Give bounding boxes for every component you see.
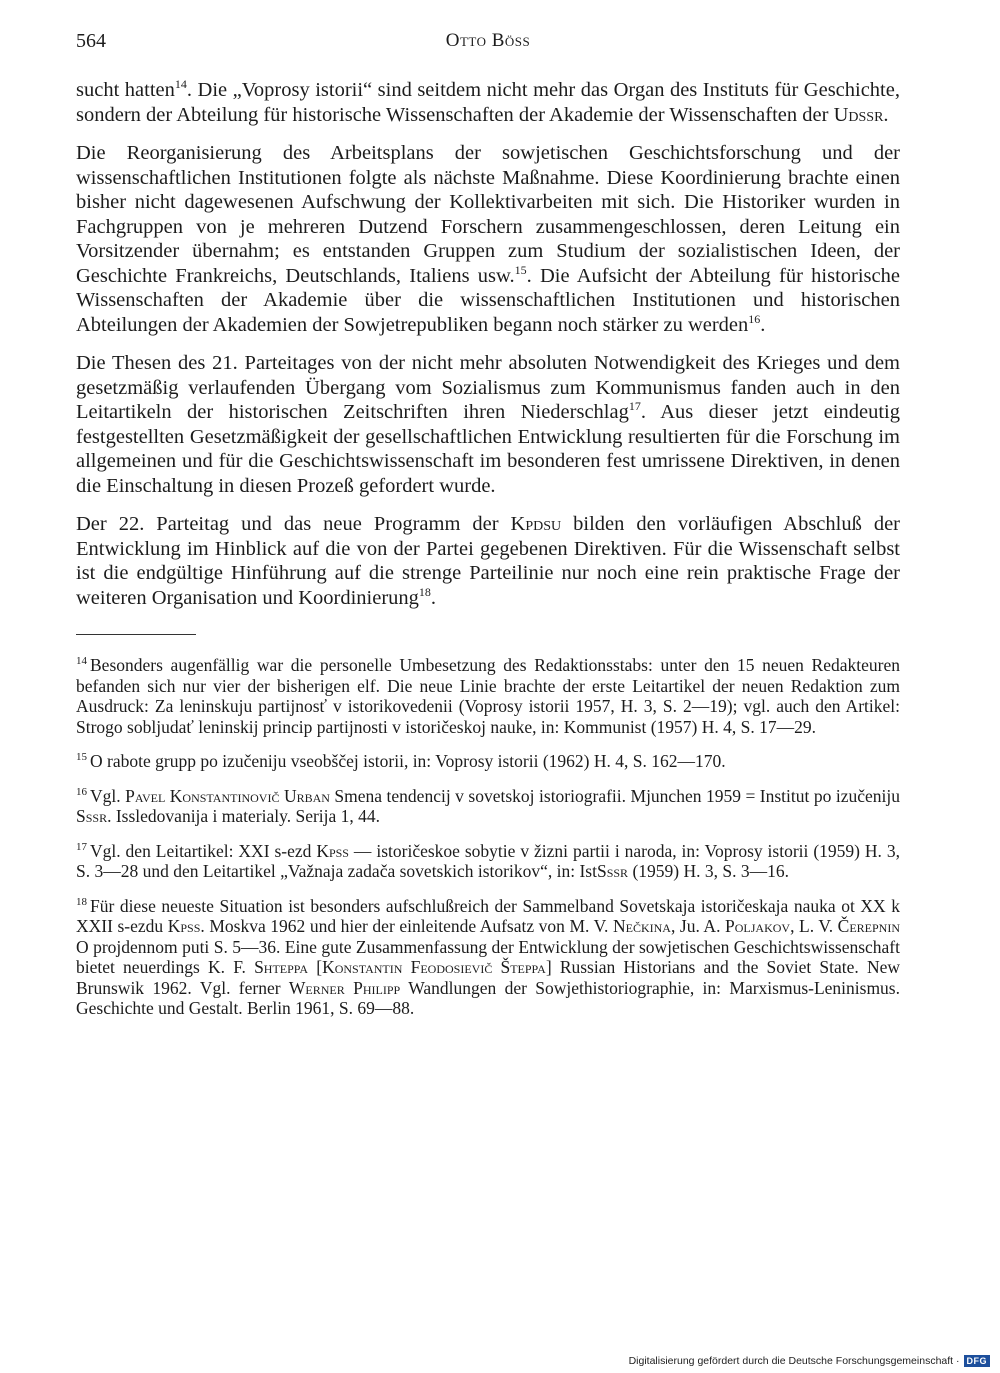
footnote-ref-15: 15 <box>514 262 527 277</box>
footnote-14: $^{14}$ Besonders augenfällig war die personelle Umbesetzung des Redaktionsstabs: unter den 15 neuen Redakteuren befanden sich nur vier der bisherigen elf. Die neue Linie brachte der erste Leitartikel der neuen Redaktion zum Ausdruck: Za leninskuju partijnosť v istorikovedenii (Voprosy istorii 1957, H. 3, S. 2—19); vgl. auch den Artikel: Strogo sobljudať leninskij princip partijnosti v istoričeskoj nauke, in: Kommunist (1957) H. 4, S. 17—29. <box>76 655 900 737</box>
footnotes <box>76 655 900 1019</box>
footnote-15: $^{15}$ O rabote grupp po izučeniju vseobščej istorii, in: Voprosy istorii (1962) H. 4, S. 162—170. <box>76 751 726 771</box>
book-page <box>76 26 900 1033</box>
running-head: Otto Böss <box>445 30 531 51</box>
digitization-credit <box>629 1355 990 1367</box>
paragraph-4: Der 22. Parteitag und das neue Programm der Kpdsu bilden den vorläufigen Abschluß der Entwicklung im Hinblick auf die von der Partei gegebenen Direktiven. Für die Wissenschaft selbst ist die endgültige Hinführung auf die strenge Parteilinie nur noch eine rein praktische Frage der weiteren Organisation und Koordinierung$^{18}$. <box>76 513 901 609</box>
footnote-divider <box>76 634 196 635</box>
footnote-ref-14: 14 <box>174 77 187 92</box>
footnote-16: $^{16}$ Vgl. Pavel Konstantinovič Urban Smena tendencij v sovetskoj istoriografii. Mjunchen 1959 = Institut po izučeniju Sssr. Issledovanija i materialy. Serija 1, 44. <box>76 785 901 826</box>
footnote-18: $^{18}$ Für diese neueste Situation ist besonders aufschlußreich der Sammelband Sovetskaja istoričeskaja nauka ot XX k XXII s-ezdu Kpss. Moskva 1962 und hier der einleitende Aufsatz von M. V. Nečkina, Ju. A. Poljakov, L. V. Čerepnin O projdennom puti S. 5—36. Eine gute Zusammenfassung der Entwicklung der sowjetischen Geschichtswissenschaft bietet neuerdings K. F. Shteppa [Konstantin Feodosievič Šteppa] Russian Historians and the Soviet State. New Brunswik 1962. Vgl. ferner Werner Philipp Wandlungen der Sowjethistoriographie, in: Marxismus-Leninismus. Geschichte und Gestalt. Berlin 1961, S. 69—88. <box>76 895 901 1018</box>
paragraph-1: sucht hatten$^{14}$. Die „Voprosy istorii“ sind seitdem nicht mehr das Organ des Instituts für Geschichte, sondern der Abteilung für historische Wissenschaften der Akademie der Wissenschaften der Udssr. <box>76 77 900 126</box>
footnote-ref-18: 18 <box>418 584 431 599</box>
page-header <box>76 26 900 56</box>
paragraph-2: Die Reorganisierung des Arbeitsplans der sowjetischen Geschichtsforschung und der wissenschaftlichen Institutionen folgte als nächste Maßnahme. Diese Koordinierung brachte einen bisher nicht dagewesenen Aufschwung der Kollektivarbeiten mit sich. Die Historiker wurden in Fachgruppen von je mehreren Dutzend Forschern zusammengeschlossen, deren Leitung ein Vorsitzender übernahm; es entstanden Gruppen zum Studium der sozialistischen Ideen, der Geschichte Frankreichs, Deutschlands, Italiens usw.$^{15}$. Die Aufsicht der Abteilung für historische Wissenschaften der Akademie über die wissenschaftlichen Institutionen und historischen Abteilungen der Akademien der Sowjetrepubliken begann noch stärker zu werden$^{16}$. <box>76 142 900 336</box>
main-text <box>76 78 900 610</box>
paragraph-3: Die Thesen des 21. Parteitages von der nicht mehr absoluten Notwendigkeit des Krieges und dem gesetzmäßig verlaufenden Übergang vom Sozialismus zum Kommunismus fanden auch in den Leitartikeln der historischen Zeitschriften ihren Niederschlag$^{17}$. Aus dieser jetzt eindeutig festgestellten Gesetzmäßigkeit der gesellschaftlichen Entwicklung resultierten für die Forschung im allgemeinen und für die Geschichtswissenschaft im besonderen fest umrissene Direktiven, in denen die Einschaltung in diesen Prozeß gefordert wurde. <box>76 352 900 497</box>
footnote-17: $^{17}$ Vgl. den Leitartikel: XXI s-ezd Kpss — istoričeskoe sobytie v žizni partii i naroda, in: Voprosy istorii (1959) H. 3, S. 3—28 und den Leitartikel „Važnaja zadača sovetskich istorikov“, in: IstSssr (1959) H. 3, S. 3—16. <box>76 840 900 881</box>
dfg-logo: DFG <box>964 1355 991 1367</box>
page-number: 564 <box>76 30 106 52</box>
footnote-ref-17: 17 <box>628 399 641 414</box>
footnote-ref-16: 16 <box>748 311 761 326</box>
credit-text: Digitalisierung gefördert durch die Deutsche Forschungsgemeinschaft · <box>628 1355 960 1367</box>
